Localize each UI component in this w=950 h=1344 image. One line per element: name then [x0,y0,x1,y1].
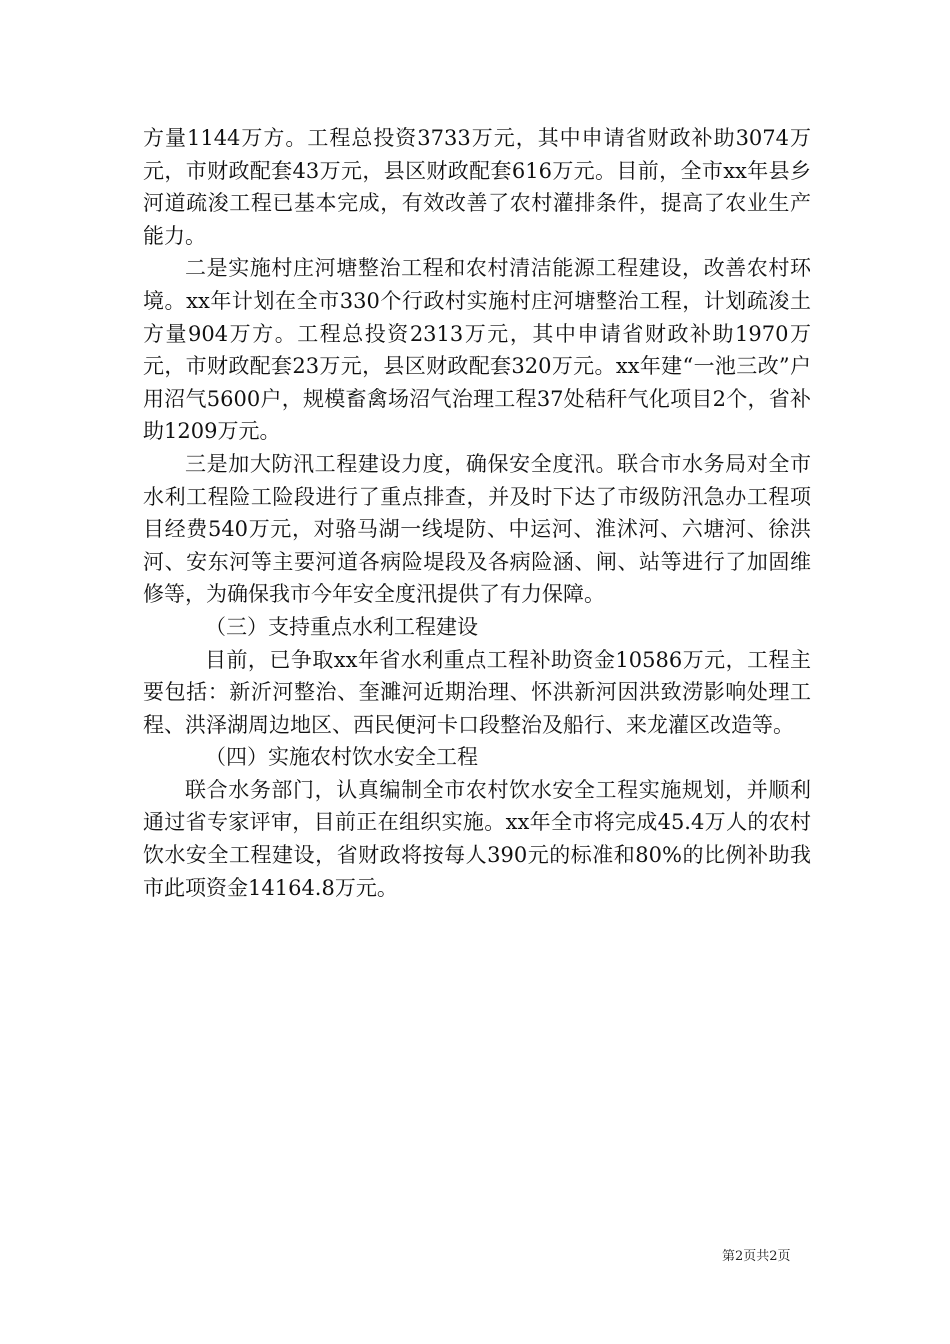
section-heading-rural-drinking-water: （四）实施农村饮水安全工程 [205,745,478,770]
paragraph-river-pond-renovation: 二是实施村庄河塘整治工程和农村清洁能源工程建设，改善农村环境。xx年计划在全市330个行政村实施村庄河塘整治工程，计划疏浚土方量904万方。工程总投资2313万元，其中申请省财政补助1970万元，市财政配套23万元，县区财政配套320万元。xx年建“一池三改”户用沼气5600户，规模畜禽场沼气治理工程37处秸秆气化项目2个，省补助1209万元。 [143,256,811,444]
paragraph-flood-control: 三是加大防汛工程建设力度，确保安全度汛。联合市水务局对全市水利工程险工险段进行了重点排查，并及时下达了市级防汛急办工程项目经费540万元，对骆马湖一线堤防、中运河、淮沭河、六塘河、徐洪河、安东河等主要河道各病险堤段及各病险涵、闸、站等进行了加固维修等，为确保我市今年安全度汛提供了有力保障。 [143,451,811,607]
document-body [143,122,811,904]
section-heading-key-water-projects: （三）支持重点水利工程建设 [205,614,478,639]
page-number-footer: 第2页共2页 [722,1249,791,1264]
paragraph-continuation: 方量1144万方。工程总投资3733万元，其中申请省财政补助3074万元，市财政配套43万元，县区财政配套616万元。目前，全市xx年县乡河道疏浚工程已基本完成，有效改善了农村灌排条件，提高了农业生产能力。 [143,126,811,248]
paragraph-rural-drinking-water: 联合水务部门，认真编制全市农村饮水安全工程实施规划，并顺利通过省专家评审，目前正在组织实施。xx年全市将完成45.4万人的农村饮水安全工程建设，省财政将按每人390元的标准和80%的比例补助我市此项资金14164.8万元。 [143,777,811,900]
paragraph-key-water-projects: 目前，已争取xx年省水利重点工程补助资金10586万元，工程主要包括：新沂河整治、奎濉河近期治理、怀洪新河因洪致涝影响处理工程、洪泽湖周边地区、西民便河卡口段整治及船行、来龙灌区改造等。 [143,647,811,737]
